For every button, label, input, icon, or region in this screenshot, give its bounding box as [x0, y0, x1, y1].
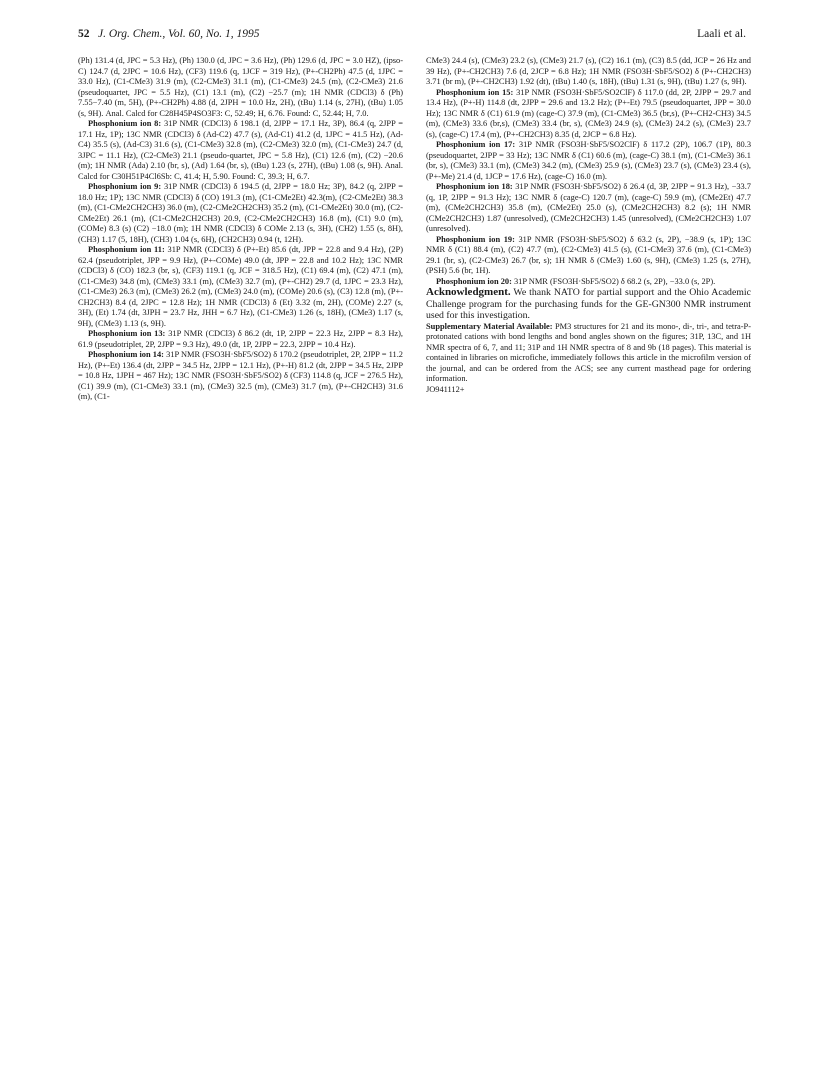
- heading-ion-8: Phosphonium ion 8:: [88, 119, 162, 128]
- heading-ion-14: Phosphonium ion 14:: [88, 350, 164, 359]
- continued-paragraph: (Ph) 131.4 (d, JPC = 5.3 Hz), (Ph) 130.0 (d, JPC = 3.6 Hz), (Ph) 129.6 (d, JPC = 3.0 HZ), (ipso-C) 124.7 (d, 2JPC = 10.6 Hz), (CF3) 119.6 (q, 1JCF = 319 Hz), (P+-CH2Ph) 47.5 (d, 1JPC = 33.0 Hz), (C1-CMe3) 31.9 (m), (C2-CMe3) 31.1 (m), (C1-CMe3) 24.5 (m), (C2-CMe3) 21.6 (pseudoquartet, JPC = 5.5 Hz), (C1) 13.1 (m), (C2) −25.7 (m); 1H NMR (CDCl3) δ (Ph) 7.55−7.40 (m, 5H), (P+-CH2Ph) 4.88 (d, 2JPH = 10.0 Hz, 2H), (tBu) 1.14 (s, 27H), (tBu) 1.05 (s, 9H). Anal. Calcd for C28H45P4SO3F3: C, 52.49; H, 6.76. Found: C, 52.44; H, 7.0.: [78, 56, 403, 118]
- paragraph-ion-9: [78, 182, 403, 245]
- text-ion-13: 31P NMR (CDCl3) δ 86.2 (dt, 1P, 2JPP = 22.3 Hz, 2JPP = 8.3 Hz), 61.9 (pseudotriplet, 2P, 2JPP = 9.3 Hz), 49.0 (dt, 1P, 2JPP = 22.3, 2JPP = 10.4 Hz).: [78, 329, 403, 349]
- page-number: 52: [78, 28, 90, 40]
- heading-ion-13: Phosphonium ion 13:: [88, 329, 166, 338]
- heading-ion-11: Phosphonium ion 11:: [88, 245, 165, 254]
- heading-ion-20: Phosphonium ion 20:: [436, 276, 512, 286]
- continued-paragraph-right: CMe3) 24.4 (s), (CMe3) 23.2 (s), (CMe3) 21.7 (s), (C2) 16.1 (m), (C3) 8.5 (dd, JCP = 26 Hz and 39 Hz), (P+-CH2CH3) 7.6 (d, 2JCP = 6.8 Hz); 1H NMR (FSO3H·SbF5/SO2) δ (P+-CH2CH3) 3.71 (br m), (P+-CH2CH3) 1.92 (dt), (tBu) 1.40 (s, 18H), (tBu) 1.31 (s, 9H), (tBu) 1.27 (s, 9H).: [426, 56, 751, 86]
- right-column: [426, 56, 751, 395]
- acknowledgment-heading: Acknowledgment.: [426, 286, 511, 298]
- paragraph-ion-18: [426, 182, 751, 235]
- paragraph-ion-14: [78, 350, 403, 403]
- supplementary-heading: Supplementary Material Available:: [426, 321, 553, 331]
- heading-ion-18: Phosphonium ion 18:: [436, 182, 513, 191]
- heading-ion-15: Phosphonium ion 15:: [436, 87, 514, 97]
- text-ion-19: 31P NMR (FSO3H·SbF5/SO2) δ 63.2 (s, 2P), −38.9 (s, 1P); 13C NMR δ (C1) 88.4 (m), (C2) 47.7 (m), (C2-CMe3) 41.5 (s), (C1-CMe3) 37.6 (m), (C1-CMe3) 29.1 (br, s), (C2-CMe3) 26.7 (br, s); 1H NMR δ (CMe3) 1.60 (s, 9H), (CMe3) 1.25 (s, 27H), (PSH) 5.6 (br, 1H).: [426, 234, 751, 275]
- paragraph-ion-17: [426, 140, 751, 182]
- text-ion-20: 31P NMR (FSO3H·SbF5/SO2) δ 68.2 (s, 2P), −33.0 (s, 2P).: [511, 276, 716, 286]
- paragraph-ion-8: [78, 119, 403, 182]
- text-ion-17: 31P NMR (FSO3H·SbF5/SO2ClF) δ 117.2 (2P), 106.7 (1P), 80.3 (pseudoquartet, 2JPP = 33 Hz); 13C NMR δ (C1) 60.6 (m), (cage-C) 38.1 (m), (C1-CMe3) 36.1 (br, s), (CMe3) 33.1 (m), (CMe3) 34.2 (m), (CMe3) 25.9 (s), (CMe3) 23.7 (s), (CMe3) 23.4 (s), (P+-Me) 21.4 (d, 1JCP = 17.6 Hz), (cage-C) 16.0 (m).: [426, 140, 752, 181]
- supplementary-material: [426, 322, 751, 385]
- heading-ion-17: Phosphonium ion 17:: [436, 140, 516, 149]
- paragraph-ion-15: [426, 88, 751, 141]
- acknowledgment: [426, 287, 751, 322]
- paragraph-ion-11: [78, 245, 403, 329]
- manuscript-code: JO941112+: [426, 384, 465, 394]
- text-ion-14: 31P NMR (FSO3H·SbF5/SO2) δ 170.2 (pseudotriplet, 2P, 2JPP = 11.2 Hz), (P+-Et) 136.4 (dt, 2JPP = 34.5 Hz, 2JPP = 12.1 Hz), (P+-H) 81.2 (dt, 2JPP = 34.5 Hz, 2JPP = 10.8 Hz, 1JPH = 467 Hz); 13C NMR (FSO3H·SbF5/SO2) δ (CF3) 114.8 (q, JCF = 276.5 Hz), (C1) 39.9 (m), (C1-CMe3) 33.1 (m), (CMe3) 32.5 (m), (CMe3) 31.7 (m), (P+-CH2CH3) 31.6 (m), (C1-: [78, 350, 403, 401]
- text-ion-18: 31P NMR (FSO3H·SbF5/SO2) δ 26.4 (d, 3P, 2JPP = 91.3 Hz), −33.7 (q, 1P, 2JPP = 91.3 Hz); 13C NMR δ (cage-C) 120.7 (m), (cage-C) 59.9 (m), (CMe2Et) 47.7 (m), (CMe2CH2CH3) 35.8 (m), (CMe2Et) 25.0 (s), (CMe2CH2CH3) 8.2 (s); 1H NMR (CMe2CH2CH3) 1.87 (unresolved), (CMe2CH2CH3) 1.45 (unresolved), (CMe2CH2CH3) 1.07 (unresolved).: [426, 182, 751, 233]
- paragraph-ion-13: [78, 329, 403, 350]
- page-header: [78, 28, 746, 44]
- acknowledgment-text: We thank NATO for partial support and the Ohio Academic Challenge program for the purchasing funds for the GE-GN300 NMR instrument used for this investigation.: [426, 287, 751, 322]
- running-authors: Laali et al.: [697, 28, 746, 40]
- text-ion-15: 31P NMR (FSO3H·SbF5/SO2ClF) δ 117.0 (dd, 2P, 2JPP = 29.7 and 13.4 Hz), (P+-H) 114.8 (dt, 2JPP = 29.6 and 13.2 Hz); (P+-Et) 79.5 (pseudoquartet, JPP = 30.0 Hz); 13C NMR δ (C1) 61.9 (m) (cage-C) 37.9 (m), (C1-CMe3) 36.5 (br,s), (P+-CH2-CH3) 34.5 (m), (CMe3) 33.6 (br,s), (CMe3) 33.4 (br, s), (CMe3) 24.9 (s), (CMe3) 24.2 (s), (CMe3) 23.7 (s), (cage-C) 17.4 (m), (P+-CH2CH3) 8.35 (d, 2JCP = 6.8 Hz).: [426, 87, 751, 139]
- journal-citation: J. Org. Chem., Vol. 60, No. 1, 1995: [98, 28, 260, 40]
- heading-ion-9: Phosphonium ion 9:: [88, 182, 162, 191]
- supplementary-text: PM3 structures for 21 and its mono-, di-, tri-, and tetra-P-protonated cations with bond lengths and bond angles shown on the figures; 31P, 13C, and 1H NMR spectra of 6, 7, and 11; 31P and 1H NMR spectra of 8 and 9b (18 pages). This material is contained in libraries on microfiche, immediately follows this article in the microfilm version of the journal, and can be ordered from the ACS; see any current masthead page for ordering information.: [426, 321, 751, 384]
- text-ion-9: 31P NMR (CDCl3) δ 194.5 (d, 2JPP = 18.0 Hz; 3P), 84.2 (q, 2JPP = 18.0 Hz; 1P); 13C NMR (CDCl3) δ (CO) 191.3 (m), (C1-CMe2Et) 42.3(m), (C2-CMe2Et) 38.3 (m), (C1-CMe2CH2CH3) 36.0 (m), (C2-CMe2CH2CH3) 35.2 (m), (C1-CMe2Et) 30.0 (m), (C2-CMe2Et) 26.1 (m), (C1-CMe2CH2CH3) 20.9, (C2-CMe2CH2CH3) 16.8 (m), (C1) 9.0 (m), (COMe) 8.3 (s) (C2) −18.0 (m); 1H NMR (CDCl3) δ COMe 2.13 (s, 3H), (CH2) 1.55 (s, 8H), (CH3) 1.17 (5, 18H), (CH3) 1.04 (s, 6H), (CH2CH3) 0.94 (t, 12H).: [78, 182, 403, 244]
- text-ion-8: 31P NMR (CDCl3) δ 198.1 (d, 2JPP = 17.1 Hz, 3P), 86.4 (q, 2JPP = 17.1 Hz, 1P); 13C NMR (CDCl3) δ (Ad-C2) 47.7 (s), (Ad-C1) 41.2 (d, 1JPC = 41.5 Hz), (Ad-C4) 35.5 (s), (Ad-C3) 31.6 (s), (C1-CMe3) 32.8 (m), (C2-CMe3) 32.0 (m), (C1-CMe3) 24.7 (d, 3JPC = 11.1 Hz), (C2-CMe3) 21.1 (pseudo-quartet, JPC = 5.8 Hz), (C1) 12.6 (m), (C2) −20.6 (m); 1H NMR (Ada) 2.10 (br, s), (Ad) 1.64 (br, s), (tBu) 1.23 (s, 27H), (tBu) 1.08 (s, 9H). Anal. Calcd for C30H51P4Cl6Sb: C, 41.4; H, 5.90. Found: C, 39.3; H, 6.7.: [78, 119, 403, 181]
- left-column: [78, 56, 403, 403]
- paragraph-ion-19: [426, 235, 751, 277]
- text-ion-11: 31P NMR (CDCl3) δ (P+-Et) 85.6 (dt, JPP = 22.8 and 9.4 Hz), (2P) 62.4 (pseudotriplet, JPP = 9.9 Hz), (P+-COMe) 49.0 (dt, JPP = 22.8 and 10.2 Hz); 13C NMR (CDCl3) δ (CO) 182.3 (br, s), (CF3) 119.1 (q, JCF = 318.5 Hz), (C1) 69.4 (m), (C2) 47.1 (m), (C1-CMe3) 34.8 (m), (CMe3) 33.1 (m), (CMe3) 32.7 (m), (P+-CH2) 29.7 (d, 1JPC = 23.3 Hz), (C1-CMe3) 26.3 (m), (CMe3) 26.2 (m), (CMe3) 24.0 (m), (COMe) 20.6 (s), (C3) 12.8 (m), (P+-CH2CH3) 8.4 (d, 2JPC = 12.8 Hz); 1H NMR (CDCl3) δ (Et) 3.32 (m, 2H), (COMe) 2.27 (s, 3H), (Et) 1.74 (dt, 3JPH = 23.7 Hz, JHH = 6.7 Hz), (C1-CMe3) 1.26 (s, 18H), (CMe3) 1.17 (s, 9H), (CMe3) 1.13 (s, 9H).: [78, 245, 403, 328]
- heading-ion-19: Phosphonium ion 19:: [436, 234, 515, 244]
